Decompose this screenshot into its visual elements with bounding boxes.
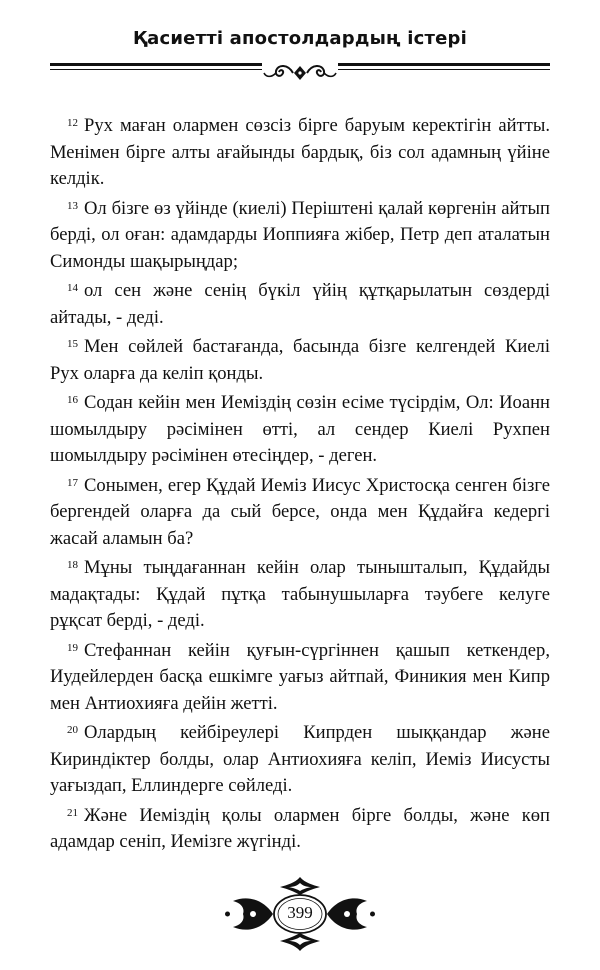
verse-text: Сонымен, егер Құдай Иеміз Иисус Христосқа сенген бізге бергендей оларға да сый берсе, онда мен Құдайға кедергі жасай аламын ба? <box>50 474 550 549</box>
verse-text: Содан кейін мен Иеміздің сөзін есіме түсірдім, Ол: Иоанн шомылдыру рәсімінен өтті, ал сендер Киелі Рухпен шомылдыру рәсімінен өтесіңдер, - деген. <box>50 392 550 466</box>
verse-number: 13 <box>67 199 78 212</box>
verse-text: ол сен және сенің бүкіл үйің құтқарылатын сөздерді айтады, - деді. <box>50 280 550 328</box>
verse-list <box>50 113 550 859</box>
verse-number: 14 <box>67 282 78 294</box>
verse-12 <box>50 113 550 193</box>
verse-20 <box>50 720 550 800</box>
verse-15 <box>50 334 550 387</box>
verse-text: Стефаннан кейін қуғын-сүргіннен қашып кеткендер, Иудейлерден басқа ешкімге уағыз айтпай, Финикия мен Кипр мен Антиохияға дейін жетті. <box>50 639 550 714</box>
running-title: Қасиетті апостолдардың істері <box>132 28 467 49</box>
verse-text: Мұны тыңдағаннан кейін олар тынышталып, Құдайды мадақтады: Құдай пұтқа табынушыларға тәубеге келуге рұқсат берді, - деді. <box>50 557 550 631</box>
verse-number: 16 <box>67 394 78 406</box>
verse-text: Ол бізге өз үйінде (киелі) Періштені қалай көргенін айтып берді, ол оған: адамдарды Иоппияға жібер, Петр деп аталатын Симонды шақырыңдар; <box>50 197 550 272</box>
verse-number: 20 <box>67 724 78 736</box>
verse-text: Рух маған олармен сөзсіз бірге баруым керектігін айтты. Менімен бірге алты ағайынды бардық, біз сол адамның үйіне келдік. <box>50 115 550 189</box>
verse-17 <box>50 473 550 553</box>
verse-14 <box>50 278 550 331</box>
verse-number: 19 <box>67 641 78 654</box>
verse-text: Олардың кейбіреулері Кипрден шыққандар және Кириндіктер болды, олар Антиохияға келіп, Иеміз Иисусты уағыздап, Еллиндерге сөйледі. <box>50 722 550 796</box>
page-number: 399 <box>287 903 313 922</box>
verse-19 <box>50 638 550 718</box>
verse-16 <box>50 390 550 470</box>
verse-number: 12 <box>67 117 78 129</box>
verse-text: Және Иеміздің қолы олармен бірге болды, және көп адамдар сеніп, Иемізге жүгінді. <box>50 804 550 852</box>
verse-number: 18 <box>67 559 78 571</box>
verse-21 <box>50 803 550 856</box>
verse-13 <box>50 196 550 276</box>
verse-number: 21 <box>67 806 78 819</box>
verse-number: 17 <box>67 476 78 489</box>
verse-number: 15 <box>67 338 78 350</box>
header-flourish-ornament <box>262 60 338 86</box>
verse-18 <box>50 555 550 635</box>
verse-text: Мен сөйлей бастағанда, басында бізге келгендей Киелі Рух оларға да келіп қонды. <box>50 336 550 384</box>
